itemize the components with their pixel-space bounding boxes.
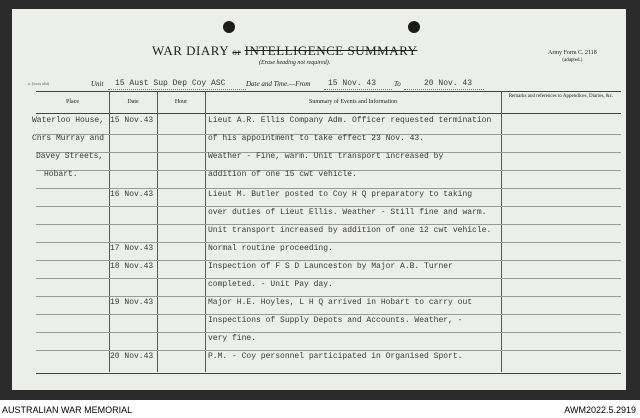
footer-accession-number: AWM2022.5.2919 <box>564 405 636 415</box>
summary-line: addition of one 15 cwt vehicle. <box>208 170 357 179</box>
header-remarks: Remarks and references to Appendices, Diaries, &c. <box>508 94 614 99</box>
row-line <box>36 260 621 261</box>
army-form-number: Army Form C. 2118 <box>548 50 597 56</box>
place-line: Waterloo House, <box>32 116 105 125</box>
summary-line: Major H.E. Hoyles, L H Q arrived in Hobart to carry out <box>208 298 473 307</box>
summary-line: Unit transport increased by addition of one 12 cwt vehicle. <box>208 226 492 235</box>
place-line: Davey Streets, <box>36 152 104 161</box>
date-entry: 17 Nov.43 <box>110 244 154 253</box>
from-date-value: 15 Nov. 43 <box>328 79 377 88</box>
row-line <box>36 296 621 297</box>
summary-line: Lieut A.R. Ellis Company Adm. Officer requested termination <box>208 116 492 125</box>
row-line <box>36 188 621 189</box>
unit-value: 15 Aust Sup Dep Coy ASC <box>115 79 226 88</box>
footer-institution: AUSTRALIAN WAR MEMORIAL <box>2 405 133 415</box>
subtitle: (Erase heading not required). <box>259 60 331 66</box>
to-label: To <box>394 80 401 88</box>
summary-line: very fine. <box>208 334 257 343</box>
summary-line: Normal routine proceeding. <box>208 244 333 253</box>
summary-line: of his appointment to take effect 23 Nov. 43. <box>208 134 425 143</box>
summary-line: P.M. - Coy personnel participated in Organised Sport. <box>208 352 463 361</box>
date-entry: 15 Nov.43 <box>110 116 154 125</box>
title-or: or <box>232 47 241 57</box>
place-line: Cnrs Murray and <box>32 134 105 143</box>
title-war-diary: WAR DIARY <box>152 43 229 58</box>
summary-line: over duties of Lieut Ellis. Weather - Still fine and warm. <box>208 208 487 217</box>
row-line <box>36 350 621 351</box>
form-code: a. (xxxx xlst) <box>28 81 50 86</box>
punch-hole <box>408 21 420 33</box>
date-entry: 18 Nov.43 <box>110 262 154 271</box>
date-time-label: Date and Time.—From <box>246 80 311 88</box>
to-underline <box>404 89 484 90</box>
row-line <box>36 332 621 333</box>
row-line <box>36 206 621 207</box>
header-date: Date <box>127 99 139 105</box>
summary-line: completed. - Unit Pay day. <box>208 280 333 289</box>
row-line <box>36 278 621 279</box>
summary-line: Inspections of Supply Depots and Accounts. Weather, - <box>208 316 463 325</box>
unit-label: Unit <box>91 80 104 88</box>
date-entry: 19 Nov.43 <box>110 298 154 307</box>
punch-hole <box>223 21 235 33</box>
header-divider <box>36 113 621 114</box>
from-underline <box>324 89 392 90</box>
title-intelligence-summary: INTELLIGENCE SUMMARY <box>244 43 418 58</box>
place-line: Hobart. <box>44 170 78 179</box>
row-line <box>36 314 621 315</box>
summary-line: Inspection of F S D Launceston by Major A.B. Turner <box>208 262 453 271</box>
header-summary: Summary of Events and Information <box>309 99 397 105</box>
date-entry: 20 Nov.43 <box>110 352 154 361</box>
row-line <box>36 242 621 243</box>
army-form-label <box>548 49 597 65</box>
summary-line: Weather - Fine, warm. Unit transport increased by <box>208 152 444 161</box>
date-entry: 16 Nov.43 <box>110 190 154 199</box>
header-hour: Hour <box>174 99 188 105</box>
page-title <box>152 43 417 59</box>
army-form-adapted: (adapted.) <box>562 58 583 63</box>
war-diary-page <box>12 9 626 390</box>
to-date-value: 20 Nov. 43 <box>424 79 473 88</box>
header-place: Place <box>66 99 79 105</box>
unit-underline <box>108 89 246 90</box>
row-line <box>36 224 621 225</box>
summary-line: Lieut M. Butler posted to Coy H Q preparatory to taking <box>208 190 473 199</box>
